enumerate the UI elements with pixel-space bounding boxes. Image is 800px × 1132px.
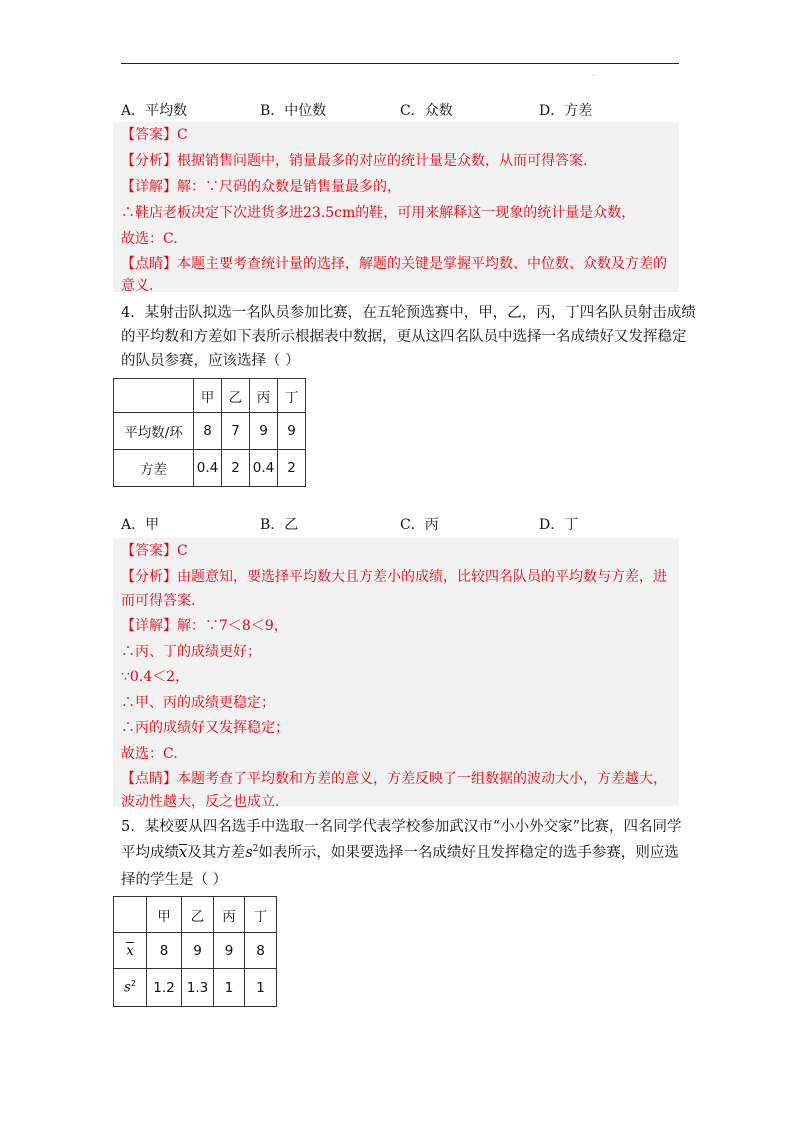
q4-options bbox=[121, 514, 681, 536]
q3-detail-3: 故选：C. bbox=[121, 231, 178, 247]
header-dot: . bbox=[592, 71, 594, 78]
q3-option-c[interactable]: C．众数 bbox=[400, 103, 453, 119]
q5-table-xbar: $\overline{x}$ bbox=[126, 942, 134, 959]
q5-stem-1: 5．某校要从四名选手中选取一名同学代表学校参加武汉市“小小外交家”比赛，四名同学 bbox=[121, 819, 682, 835]
q5-table-cell: 1.3 bbox=[182, 969, 214, 1007]
q5-s-sup: 2 bbox=[252, 844, 259, 855]
q3-analysis: 【分析】根据销售问题中，销量最多的对应的统计量是众数，从而可得答案. bbox=[121, 153, 588, 169]
q4-detail-3: ∵0.4＜2， bbox=[121, 669, 190, 685]
q5-table bbox=[113, 896, 277, 1007]
q3-options bbox=[121, 100, 681, 122]
q5-table-corner bbox=[114, 897, 147, 933]
q4-answer: 【答案】C bbox=[121, 543, 188, 559]
q5-stem-2c: 如表所示，如果要选择一名成绩好且发挥稳定的选手参赛，则应选 bbox=[258, 845, 679, 861]
q4-detail-1: 【详解】解：∵7＜8＜9， bbox=[121, 618, 288, 634]
q3-detail-1: 【详解】解：∵尺码的众数是销售量最多的， bbox=[121, 179, 401, 195]
q4-table-row-label: 方差 bbox=[114, 450, 194, 487]
q5-table-header-yi: 乙 bbox=[182, 897, 214, 933]
q4-table-header-ding: 丁 bbox=[278, 379, 306, 413]
q5-stem-2b: 及其方差 bbox=[187, 845, 246, 861]
q5-table-header-jia: 甲 bbox=[147, 897, 182, 933]
header-rule bbox=[121, 63, 679, 64]
q3-detail-2: ∴鞋店老板决定下次进货多进23.5cm的鞋，可用来解释这一现象的统计量是众数， bbox=[121, 205, 636, 221]
q4-stem-3: 的队员参赛，应该选择（ ） bbox=[121, 353, 300, 369]
q4-stem-2: 的平均数和方差如下表所示根据表中数据，更从这四名队员中选择一名成绩好又发挥稳定 bbox=[121, 329, 687, 345]
q4-stem bbox=[121, 301, 696, 381]
q5-table-cell: 9 bbox=[214, 933, 245, 969]
q5-stem-2a: 平均成绩 bbox=[121, 845, 179, 861]
q4-comment-1: 【点睛】本题考查了平均数和方差的意义，方差反映了一组数据的波动大小，方差越大， bbox=[121, 771, 667, 787]
q4-stem-1: 4．某射击队拟选一名队员参加比赛，在五轮预选赛中，甲，乙，丙，丁四名队员射击成绩 bbox=[121, 305, 696, 321]
q4-table-cell: 8 bbox=[194, 413, 222, 450]
q4-table-cell: 0.4 bbox=[250, 450, 278, 487]
q5-table-row-label bbox=[114, 933, 147, 969]
q4-table-row-label: 平均数/环 bbox=[114, 413, 194, 450]
q4-option-c[interactable]: C．丙 bbox=[400, 517, 439, 533]
q5-table-s: s bbox=[123, 979, 131, 996]
q3-option-a[interactable]: A．平均数 bbox=[121, 103, 188, 119]
q4-table-cell: 7 bbox=[222, 413, 250, 450]
q3-comment-2: 意义. bbox=[121, 278, 154, 294]
q5-table-cell: 8 bbox=[245, 933, 277, 969]
q4-option-b[interactable]: B．乙 bbox=[260, 517, 299, 533]
q4-table-header-jia: 甲 bbox=[194, 379, 222, 413]
q4-table-cell: 2 bbox=[278, 450, 306, 487]
q4-table bbox=[113, 378, 306, 487]
q5-table-cell: 1.2 bbox=[147, 969, 182, 1007]
q4-comment-2: 波动性越大，反之也成立. bbox=[121, 794, 280, 810]
q3-option-d[interactable]: D．方差 bbox=[539, 103, 593, 119]
q4-detail-5: ∴丙的成绩好又发挥稳定； bbox=[121, 720, 289, 736]
q3-answer-block bbox=[113, 122, 679, 292]
q3-comment-1: 【点睛】本题主要考查统计量的选择，解题的关键是掌握平均数、中位数、众数及方差的 bbox=[121, 256, 667, 272]
q4-detail-4: ∴甲、丙的成绩更稳定； bbox=[121, 695, 275, 711]
q5-table-cell: 9 bbox=[182, 933, 214, 969]
q5-table-s-sup: 2 bbox=[130, 979, 137, 989]
q4-table-header-bing: 丙 bbox=[250, 379, 278, 413]
q5-table-header-bing: 丙 bbox=[214, 897, 245, 933]
q5-table-cell: 1 bbox=[245, 969, 277, 1007]
q4-option-d[interactable]: D．丁 bbox=[539, 517, 579, 533]
q4-analysis-1: 【分析】由题意知，要选择平均数大且方差小的成绩，比较四名队员的平均数与方差，进 bbox=[121, 569, 667, 585]
q3-option-b[interactable]: B．中位数 bbox=[260, 103, 327, 119]
q4-option-a[interactable]: A．甲 bbox=[121, 517, 160, 533]
q4-table-cell: 9 bbox=[250, 413, 278, 450]
q5-table-header-ding: 丁 bbox=[245, 897, 277, 933]
q4-analysis-2: 而可得答案. bbox=[121, 593, 196, 609]
q5-stem bbox=[121, 815, 681, 895]
q4-table-header-yi: 乙 bbox=[222, 379, 250, 413]
q4-answer-block bbox=[113, 538, 679, 810]
q4-table-cell: 2 bbox=[222, 450, 250, 487]
q4-table-cell: 9 bbox=[278, 413, 306, 450]
q4-table-cell: 0.4 bbox=[194, 450, 222, 487]
q5-s-symbol: s bbox=[245, 845, 253, 861]
q4-table-corner bbox=[114, 379, 194, 413]
q5-stem-2 bbox=[121, 841, 679, 862]
q5-stem-3: 择的学生是（ ） bbox=[121, 872, 228, 888]
q5-table-cell: 1 bbox=[214, 969, 245, 1007]
q3-answer: 【答案】C bbox=[121, 127, 188, 143]
q5-table-row-label bbox=[114, 969, 147, 1007]
q4-detail-2: ∴丙、丁的成绩更好； bbox=[121, 644, 261, 660]
q5-xbar-symbol: $\overline{x}$ bbox=[179, 845, 188, 861]
q5-table-cell: 8 bbox=[147, 933, 182, 969]
q4-detail-6: 故选：C. bbox=[121, 746, 178, 762]
